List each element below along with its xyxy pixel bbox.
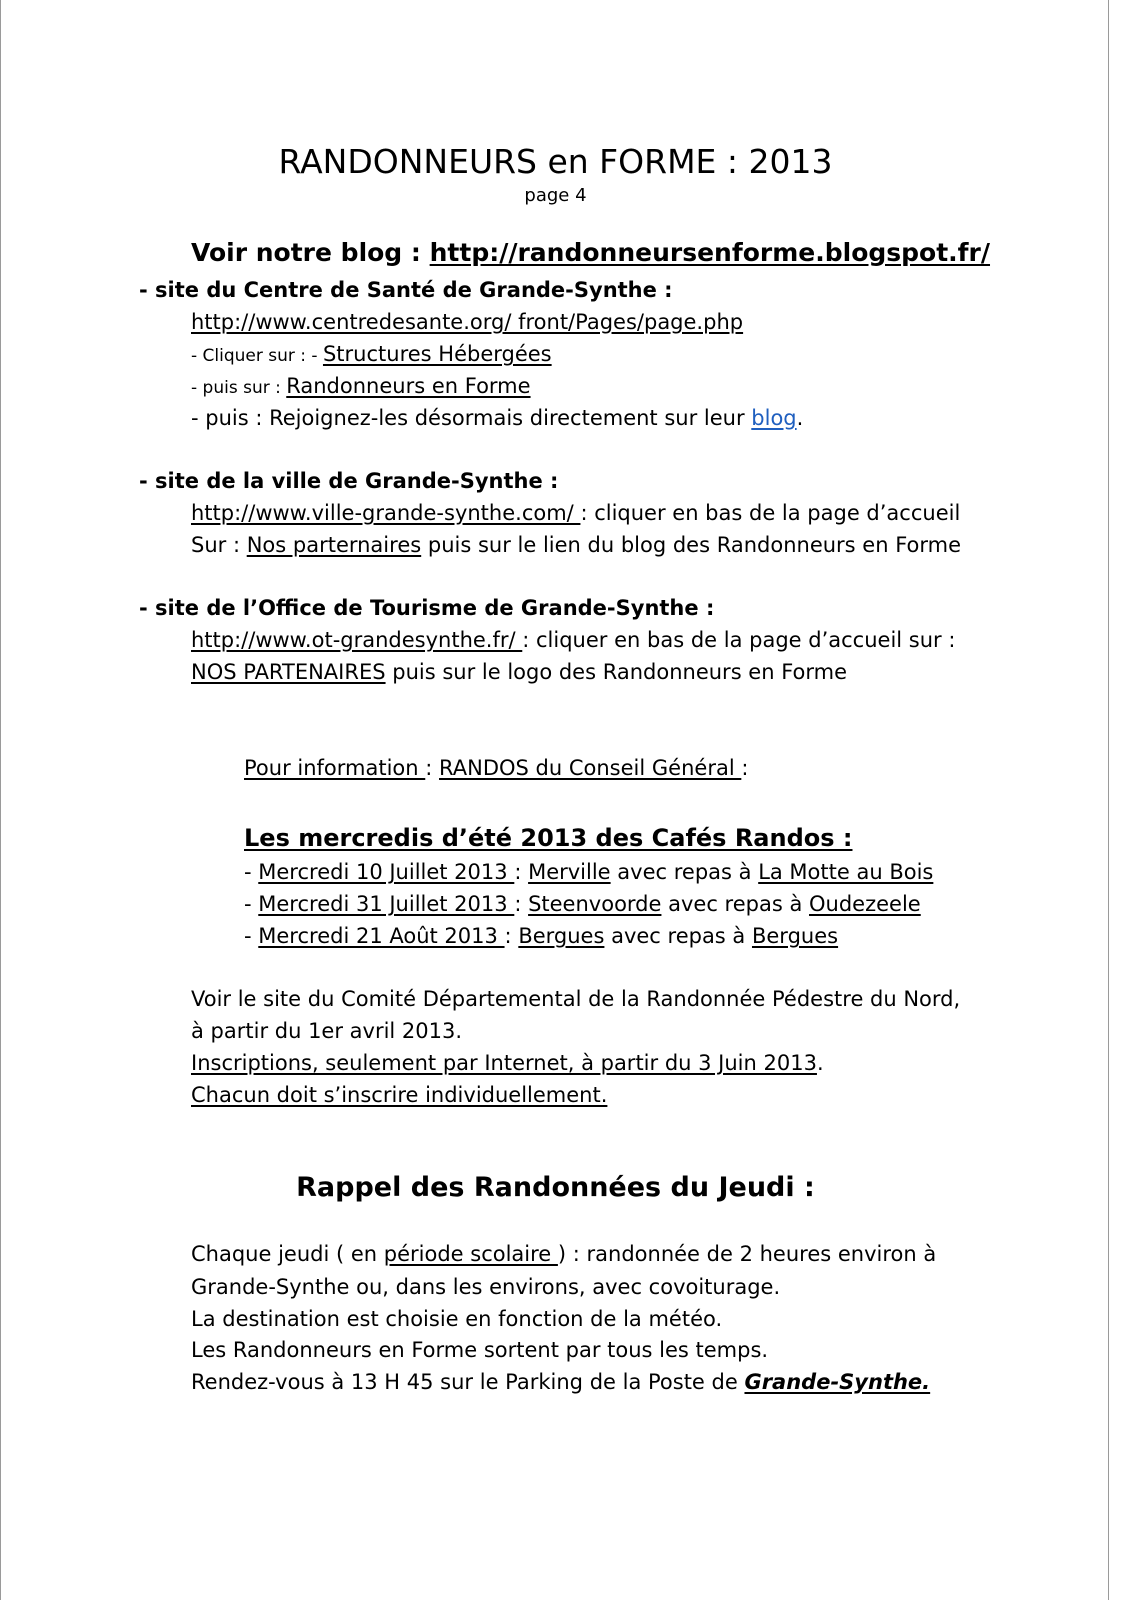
- centre-step3: - puis : Rejoignez-les désormais directement sur leur blog.: [191, 406, 804, 430]
- office-url-line: http://www.ot-grandesynthe.fr/ : cliquer en bas de la page d’accueil sur :: [191, 628, 956, 652]
- rappel-place: Grande-Synthe.: [744, 1370, 931, 1394]
- structures-link[interactable]: Structures Hébergées: [322, 342, 552, 366]
- cafe-place: Bergues: [518, 924, 605, 948]
- info-label: Pour information: [244, 756, 426, 780]
- rappel-line1: Chaque jeudi ( en période scolaire ) : randonnée de 2 heures environ à: [191, 1242, 937, 1266]
- centre-url-link[interactable]: http://www.centredesante.org/ front/Pages/page.php: [191, 310, 744, 334]
- randos-link[interactable]: RANDOS du Conseil Général: [439, 756, 742, 780]
- randonneurs-link[interactable]: Randonneurs en Forme: [286, 374, 531, 398]
- comite-line3: Inscriptions, seulement par Internet, à partir du 3 Juin 2013.: [191, 1051, 824, 1075]
- cafe-date: Mercredi 31 Juillet 2013: [258, 892, 515, 916]
- ville-heading: - site de la ville de Grande-Synthe :: [139, 469, 559, 493]
- office-line2: NOS PARTENAIRES puis sur le logo des Randonneurs en Forme: [191, 660, 848, 684]
- cafes-title: Les mercredis d’été 2013 des Cafés Randos :: [244, 824, 853, 852]
- rappel-title: Rappel des Randonnées du Jeudi :: [296, 1172, 815, 1203]
- periode-scolaire: période scolaire: [383, 1242, 558, 1266]
- office-url-link[interactable]: http://www.ot-grandesynthe.fr/: [191, 628, 523, 652]
- centre-step2: - puis sur : Randonneurs en Forme: [191, 374, 531, 398]
- cafe-date: Mercredi 10 Juillet 2013: [258, 860, 515, 884]
- blog-link[interactable]: http://randonneursenforme.blogspot.fr/: [429, 238, 991, 267]
- cafe-place: Steenvoorde: [528, 892, 662, 916]
- rappel-line5: Rendez-vous à 13 H 45 sur le Parking de la Poste de Grande-Synthe.: [191, 1370, 931, 1394]
- cafe-meal: La Motte au Bois: [758, 860, 934, 884]
- ville-line2: Sur : Nos parternaires puis sur le lien du blog des Randonneurs en Forme: [191, 533, 962, 557]
- comite-line1: Voir le site du Comité Départemental de la Randonnée Pédestre du Nord,: [191, 987, 961, 1011]
- ville-url-line: http://www.ville-grande-synthe.com/ : cliquer en bas de la page d’accueil: [191, 501, 961, 525]
- page-number: page 4: [524, 185, 587, 206]
- cafe-meal: Bergues: [751, 924, 839, 948]
- cafe-meal: Oudezeele: [809, 892, 921, 916]
- rappel-line4: Les Randonneurs en Forme sortent par tous les temps.: [191, 1338, 769, 1362]
- centre-step1: - Cliquer sur : - Structures Hébergées: [191, 342, 552, 366]
- rappel-line3: La destination est choisie en fonction de la météo.: [191, 1307, 723, 1331]
- ville-url-link[interactable]: http://www.ville-grande-synthe.com/: [191, 501, 581, 525]
- cafe-date: Mercredi 21 Août 2013: [258, 924, 505, 948]
- partenaires-link[interactable]: Nos parternaires: [246, 533, 422, 557]
- centre-heading: - site du Centre de Santé de Grande-Synthe :: [139, 278, 673, 302]
- list-item: - Mercredi 21 Août 2013 : Bergues avec repas à Bergues: [244, 924, 839, 948]
- nos-partenaires-link[interactable]: NOS PARTENAIRES: [191, 660, 386, 684]
- blog-inline-link[interactable]: blog: [751, 406, 797, 430]
- comite-line4: Chacun doit s’inscrire individuellement.: [191, 1083, 608, 1107]
- blog-label: Voir notre blog :: [191, 238, 430, 267]
- blog-line: [191, 238, 990, 267]
- comite-line2: à partir du 1er avril 2013.: [191, 1019, 463, 1043]
- rappel-line2: Grande-Synthe ou, dans les environs, avec covoiturage.: [191, 1275, 781, 1299]
- list-item: - Mercredi 10 Juillet 2013 : Merville avec repas à La Motte au Bois: [244, 860, 934, 884]
- list-item: - Mercredi 31 Juillet 2013 : Steenvoorde avec repas à Oudezeele: [244, 892, 921, 916]
- office-heading: - site de l’Office de Tourisme de Grande-Synthe :: [139, 596, 715, 620]
- page-title: RANDONNEURS en FORME : 2013: [278, 142, 833, 181]
- info-line: Pour information : RANDOS du Conseil Général :: [244, 756, 749, 780]
- cafe-place: Merville: [528, 860, 611, 884]
